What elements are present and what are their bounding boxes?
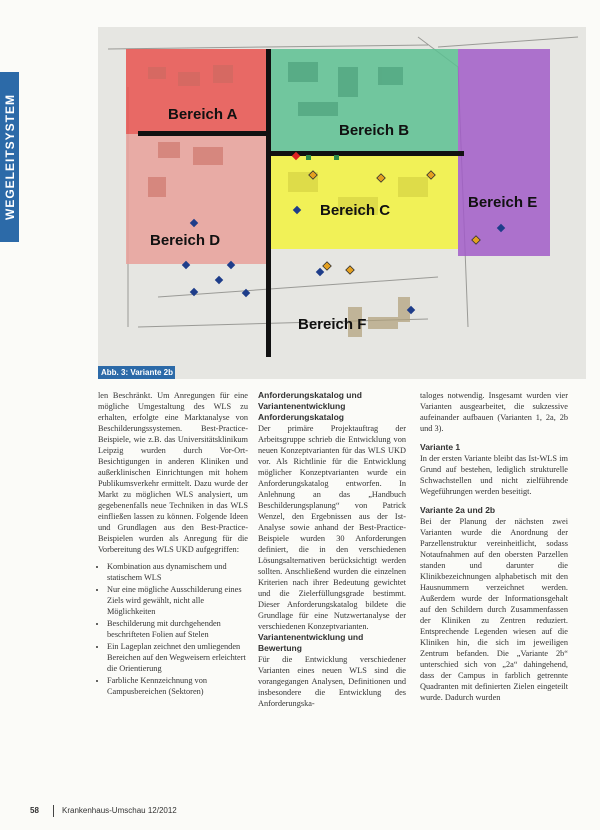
label-bereich-a: Bereich A xyxy=(168,106,238,123)
footer-divider xyxy=(53,805,54,817)
col1-paragraph: len Beschränkt. Um Anregungen für eine mögliche Umgestaltung des WLS zu erhalten, erfolgte eine Marktanalyse von Beschilderungssystemen. Best-Practice-Beispiele, wie z.B. das Universitätsklinikum Leipzig wurden durch Vor-Ort-Besichtigungen in anderen Kliniken und außerklinischen Einrichtungen mit hohem Publikumsverkehr ermittelt. Dazu wurde der Markt zu möglichen WLS analysiert, um gegebenenfalls neue Techniken in das WLS einfließen lassen zu können. Folgende Ideen und Grundlagen aus den Best-Practice-Beispielen wurden als Anregung für die Vorbereitung des WLS UKD aufgegriffen: xyxy=(98,391,248,554)
divider-vertical xyxy=(266,49,271,357)
col3-paragraph-1: taloges notwendig. Insgesamt wurden vier Varianten ausgearbeitet, die sukzessive aufeinander aufbauen (Varianten 1, 2a, 2b und 3). xyxy=(420,391,568,433)
text-column-3 xyxy=(420,390,568,703)
list-item: • Beschilderung mit durchgehenden beschrifteten Folien auf Stelen xyxy=(107,618,248,640)
subsection-heading: Variantenentwicklung und Bewertung xyxy=(258,632,364,653)
col2-paragraph-2: Für die Entwicklung verschiedener Varianten eines neuen WLS sind die vorangegangen Analysen, Definitionen und insbesondere die Entwicklung des Anforderungska- xyxy=(258,655,406,708)
zone-e xyxy=(458,49,550,256)
subsection-heading: Variante 1 xyxy=(420,442,461,452)
list-item: • Nur eine mögliche Ausschilderung eines Ziels wird gewählt, nicht alle Möglichkeiten xyxy=(107,584,248,617)
col1-bullet-list xyxy=(98,561,248,697)
publication-name: Krankenhaus-Umschau 12/2012 xyxy=(62,806,177,815)
list-item: • Ein Lageplan zeichnet den umliegenden Bereichen auf den Wegweisern erleichtert die Orientierung xyxy=(107,641,248,674)
campus-map-figure xyxy=(98,27,586,379)
campus-map xyxy=(98,27,586,379)
col3-paragraph-2: In der ersten Variante bleibt das Ist-WLS im Grund auf bestehen, lediglich strukturelle Schwachstellen und nicht zielführende Wegeführungen werden beseitigt. xyxy=(420,454,568,496)
list-item: • Farbliche Kennzeichnung von Campusbereichen (Sektoren) xyxy=(107,675,248,697)
section-heading: Anforderungskatalog und Variantenentwicklung xyxy=(258,390,362,411)
col3-paragraph-3: Bei der Planung der nächsten zwei Varianten wurde die Anordnung der Parzellenstruktur vereinheitlicht, sodass Notaufnahmen auf den obersten Parzellen standen und darunter die Klinikbezeichnungen alphabetisch mit den Hausnummern verzeichnet werden. Außerdem wurde der Informationsgehalt auf den Schildern durch Zusammenfassen der Kliniken zu Zentren reduziert. Entsprechende Legenden wiesen auf die Kliniken hin, die sich im jeweiligen Zentrum befanden. Die „Variante 2b“ unterschied sich von „2a“ dahingehend, dass der Campus in farblich getrennte Quadranten mit definierten Zielen eingeteilt wurde. Dadurch wurden xyxy=(420,517,568,702)
label-bereich-d: Bereich D xyxy=(150,232,221,249)
label-bereich-f: Bereich F xyxy=(298,316,367,333)
page-number: 58 xyxy=(30,806,39,815)
list-item: • Kombination aus dynamischem und statischem WLS xyxy=(107,561,248,583)
divider-left xyxy=(138,131,268,136)
text-column-2 xyxy=(258,390,406,709)
subsection-heading: Anforderungskatalog xyxy=(258,412,344,422)
section-label: WEGELEITSYSTEM xyxy=(2,93,17,221)
figure-caption: Abb. 3: Variante 2b xyxy=(98,366,175,379)
col2-paragraph-1: Der primäre Projektauftrag der Arbeitsgruppe schrieb die Entwicklung von neuen Konzeptvarianten für das WLS UKD vor. Als Richtlinie für die Entwicklung möglicher Konzeptvarianten wurde ein Anforderungskatalog entworfen. In Anlehnung an das „Handbuch Beschilderungsplanung“ von Patrick Wenzel, den Ergebnissen aus der Ist-Analyse sowie anhand der Best-Practice-Beispiele wurden 30 Anforderungen definiert, die in den verschiedenen Lösungsalternativen berücksichtigt werden sollten. Anschließend wurden die einzelnen Kriterien nach ihrer Bedeutung gewichtet und die Zielerfüllungsgrade bestimmt. Dieser Anforderungskatalog bildete die Grundlage für eine Nutzwertanalyse der verschiedenen Konzeptvarianten. xyxy=(258,424,406,631)
label-bereich-e: Bereich E xyxy=(468,194,538,211)
subsection-heading: Variante 2a und 2b xyxy=(420,505,496,515)
label-bereich-b: Bereich B xyxy=(339,122,410,139)
text-column-1 xyxy=(98,390,248,698)
section-sidebar xyxy=(0,72,19,242)
label-bereich-c: Bereich C xyxy=(320,202,391,219)
